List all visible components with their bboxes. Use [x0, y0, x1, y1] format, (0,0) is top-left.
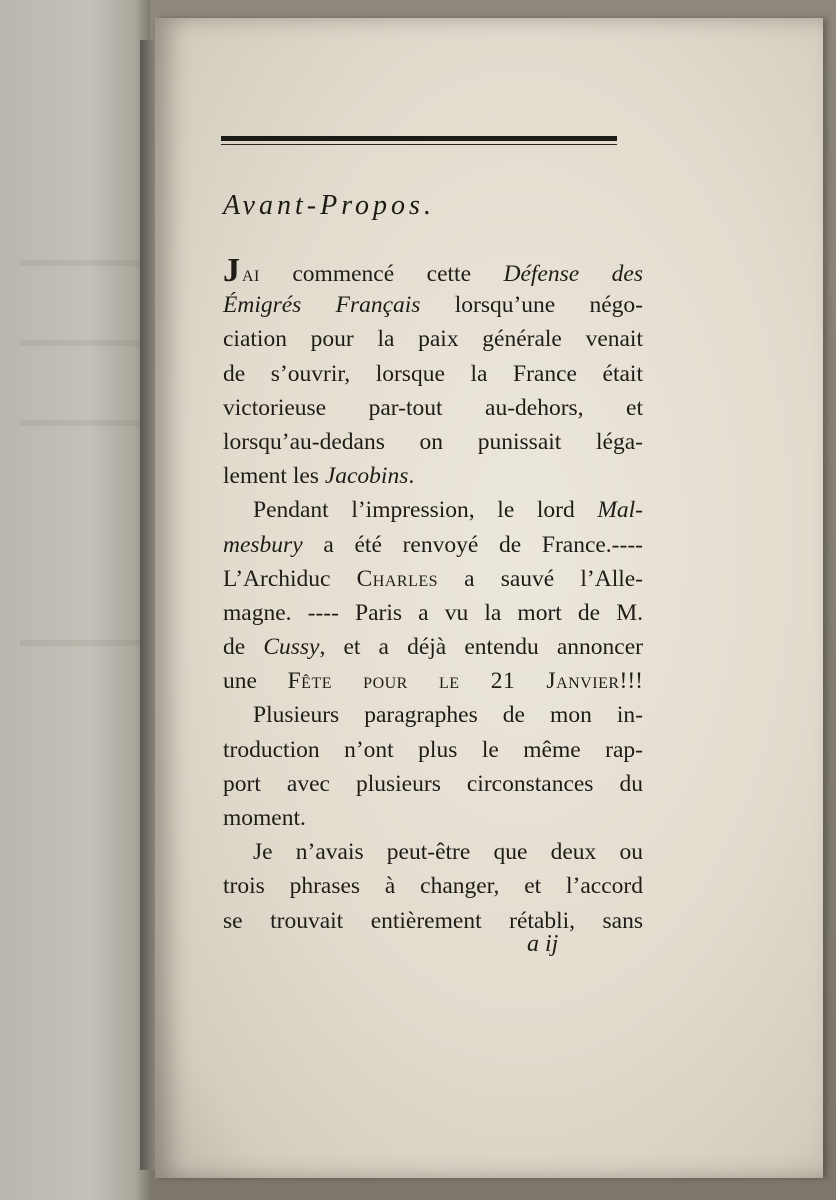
left-page — [0, 0, 150, 1200]
signature-mark: a ij — [527, 931, 559, 957]
text-line — [223, 288, 643, 322]
text-line: Plusieurs paragraphes de mon in- — [253, 702, 643, 729]
text-line — [223, 459, 643, 493]
text-span: commencé cette — [259, 261, 504, 287]
text-span: Pendant l’impression, le lord — [253, 497, 598, 524]
header-rule — [221, 136, 617, 141]
text-span: ai — [242, 261, 260, 287]
text-line: troduction n’ont plus le même rap- — [223, 736, 643, 763]
text-span: Charles — [356, 565, 439, 592]
text-span: une — [223, 668, 288, 695]
page-heading: Avant-Propos. — [223, 190, 435, 221]
show-through-mark — [20, 260, 140, 266]
text-line — [223, 664, 643, 698]
text-span: . — [408, 463, 415, 490]
text-line: magne. ---- Paris a vu la mort de M. — [223, 599, 643, 626]
text-span: a sauvé l’Alle- — [438, 565, 644, 592]
drop-cap: J — [223, 252, 242, 289]
text-line: victorieuse par-tout au-dehors, et — [223, 394, 643, 421]
show-through-mark — [20, 420, 140, 426]
text-span: mesbury — [223, 531, 303, 558]
text-span: Défense des — [503, 261, 644, 287]
text-line: lorsqu’au-dedans on punissait léga- — [223, 428, 643, 455]
body-text — [223, 254, 643, 938]
text-span: L’Archiduc — [223, 565, 357, 592]
header-rule-thin — [221, 144, 617, 145]
text-span: Jacobins — [324, 463, 409, 490]
text-span: Cussy — [263, 634, 320, 661]
text-line — [223, 493, 643, 527]
text-span: !!! — [619, 668, 643, 695]
show-through-mark — [20, 640, 140, 646]
text-line — [223, 562, 643, 596]
text-line: de s’ouvrir, lorsque la France était — [223, 360, 643, 387]
right-page — [155, 18, 823, 1178]
text-line — [223, 630, 643, 664]
text-line: se trouvait entièrement rétabli, sans — [223, 907, 643, 934]
text-line: port avec plusieurs circonstances du — [223, 770, 643, 797]
text-line — [223, 528, 643, 562]
text-line: Je n’avais peut-être que deux ou — [253, 839, 643, 866]
text-span: lorsqu’une négo- — [420, 292, 643, 319]
text-line: moment. — [223, 805, 306, 831]
text-span: Fête pour le 21 Janvier — [287, 668, 620, 695]
text-span: lement les — [223, 463, 325, 490]
text-line: trois phrases à changer, et l’accord — [223, 873, 643, 900]
text-span: Mal- — [597, 497, 643, 524]
text-span: , et a déjà entendu annoncer — [319, 634, 643, 661]
text-span: de — [223, 634, 264, 661]
show-through-mark — [20, 340, 140, 346]
text-line — [223, 254, 643, 288]
text-span: a été renvoyé de France.---- — [302, 531, 643, 558]
text-line: ciation pour la paix générale venait — [223, 326, 643, 353]
text-span: Émigrés Français — [223, 292, 421, 319]
